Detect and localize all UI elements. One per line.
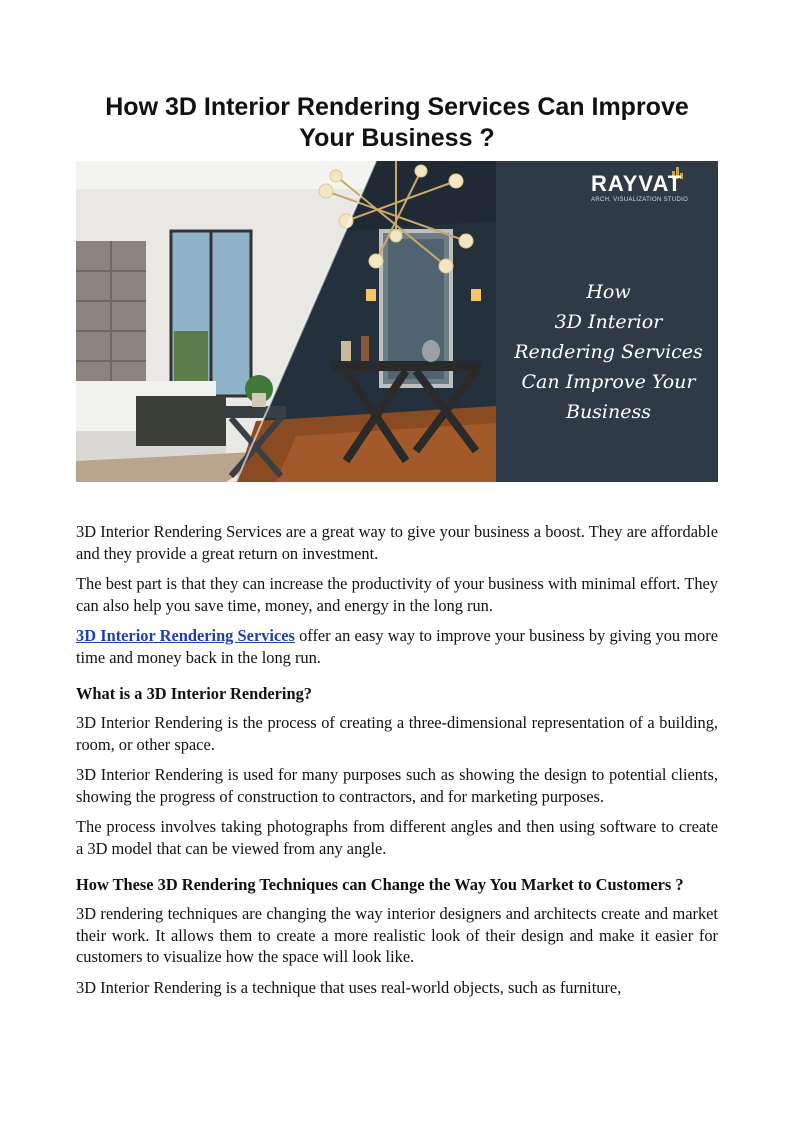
intro-paragraph-1: 3D Interior Rendering Services are a great way to give your business a boost. They are affordable and they provide a great return on investment. [76,522,718,563]
overlay-line: How [586,281,631,303]
article-body [76,521,718,998]
section-heading-techniques: How These 3D Rendering Techniques can Change the Way You Market to Customers ? [76,875,684,894]
page-title: How 3D Interior Rendering Services Can Improve Your Business ? [105,93,689,152]
brand-subtitle: ARCH. VISUALIZATION STUDIO [591,197,689,203]
brand-logo [591,172,709,204]
section1-paragraph-2: 3D Interior Rendering is used for many purposes such as showing the design to potential clients, showing the progress of construction to contractors, and for marketing purposes. [76,765,718,806]
overlay-line: Can Improve Your [521,371,696,393]
overlay-line: 3D Interior [554,311,663,333]
services-link[interactable]: 3D Interior Rendering Services [76,626,295,645]
intro-paragraph-3 [76,625,718,668]
hero-overlay-title [501,277,716,427]
intro-paragraph-2: The best part is that they can increase the productivity of your business with minimal effort. They can also help you save time, money, and energy in the long run. [76,574,718,615]
section2-paragraph-2: 3D Interior Rendering is a technique that uses real-world objects, such as furniture, [76,977,622,997]
section2-paragraph-1: 3D rendering techniques are changing the way interior designers and architects create and market their work. It allows them to create a more realistic look of their design and make it easier for customers to visualize how the space will look like. [76,904,718,966]
document-page [76,92,718,1007]
brand-name: RAYVAT [591,171,683,196]
overlay-line: Rendering Services [514,341,703,363]
section1-paragraph-1: 3D Interior Rendering is the process of creating a three-dimensional representation of a building, room, or other space. [76,713,718,754]
section-heading-what-is: What is a 3D Interior Rendering? [76,684,312,703]
overlay-line: Business [565,401,651,423]
intro-paragraph-3-text: offer an easy way to improve your business by giving you more time and money back in the long run. [76,626,718,667]
section1-paragraph-3: The process involves taking photographs from different angles and then using software to create a 3D model that can be viewed from any angle. [76,817,718,858]
hero-image [76,161,718,482]
